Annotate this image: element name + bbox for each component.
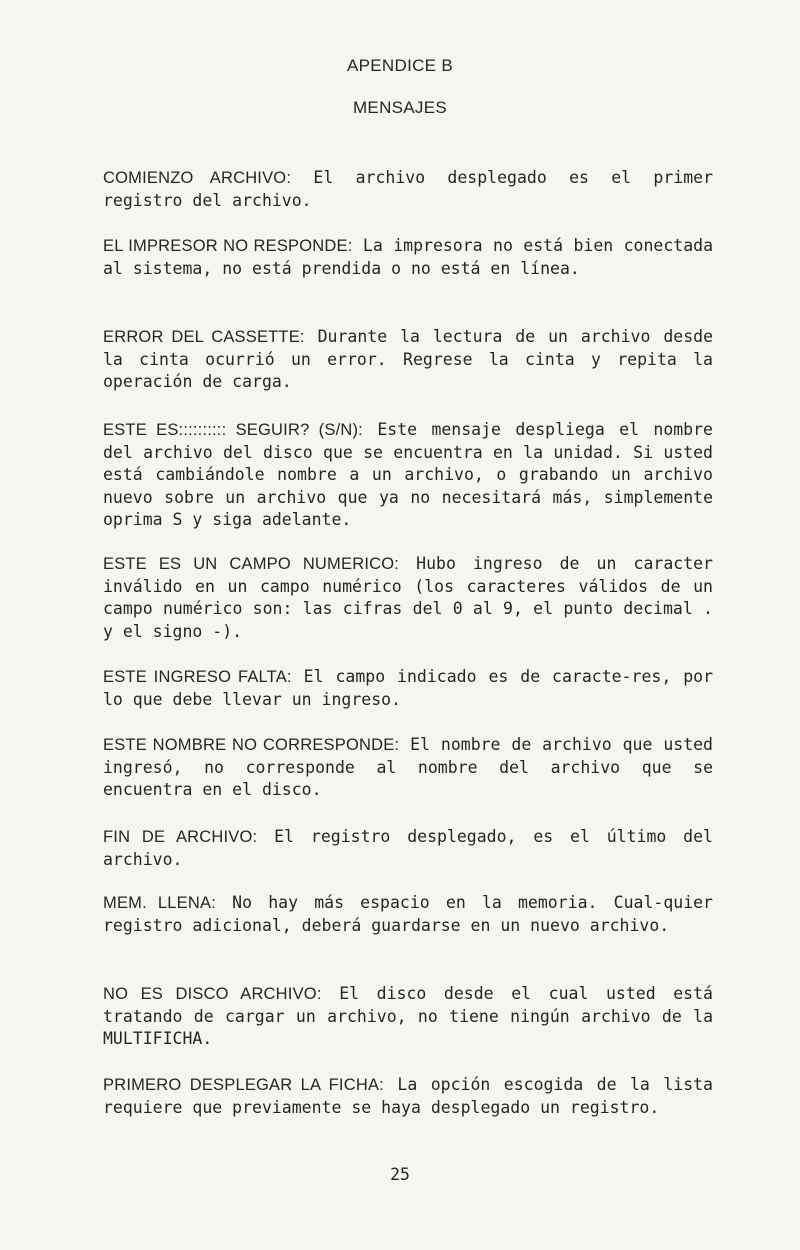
- message-entry-primero-desplegar: [103, 1074, 713, 1119]
- message-term: NO ES DISCO ARCHIVO:: [103, 985, 322, 1003]
- message-description: Durante la lectura de un archivo desde la cinta ocurrió un error. Regrese la cinta y repita la operación de carga.: [103, 327, 714, 391]
- message-description: El registro desplegado, es el último del archivo.: [103, 827, 713, 869]
- message-description: El campo indicado es de caracte-res, por lo que debe llevar un ingreso.: [103, 667, 713, 709]
- message-description: No hay más espacio en la memoria. Cual-quier registro adicional, deberá guardarse en un nuevo archivo.: [103, 893, 713, 935]
- message-description: Este mensaje despliega el nombre del archivo del disco que se encuentra en la unidad. Si usted está cambiándole nombre a un archivo, o grabando un archivo nuevo sobre un archivo que ya no necesitará más, simplemente oprima S y siga adelante.: [103, 420, 713, 529]
- message-term: ESTE ES:::::::::: SEGUIR? (S/N):: [103, 421, 363, 439]
- message-term: MEM. LLENA:: [103, 894, 216, 912]
- message-term: FIN DE ARCHIVO:: [103, 828, 258, 846]
- message-term: ESTE ES UN CAMPO NUMERICO:: [103, 555, 400, 573]
- message-entry-ingreso-falta: [103, 666, 713, 711]
- message-term: ESTE NOMBRE NO CORRESPONDE:: [103, 736, 400, 754]
- message-term: PRIMERO DESPLEGAR LA FICHA:: [103, 1076, 384, 1094]
- message-entry-fin-archivo: [103, 826, 713, 871]
- message-description: El nombre de archivo que usted ingresó, no corresponde al nombre del archivo que se encuentra en el disco.: [103, 735, 713, 799]
- page-number: 25: [390, 1165, 410, 1184]
- message-description: El disco desde el cual usted está tratando de cargar un archivo, no tiene ningún archivo de la MULTIFICHA.: [103, 984, 713, 1048]
- message-entry-nombre-no-corresponde: [103, 734, 713, 802]
- message-entry-comienzo-archivo: [103, 167, 713, 212]
- message-term: COMIENZO ARCHIVO:: [103, 169, 292, 187]
- message-description: Hubo ingreso de un caracter inválido en un campo numérico (los caracteres válidos de un campo numérico son: las cifras del 0 al 9, el punto decimal . y el signo -).: [103, 554, 713, 641]
- message-entry-mem-llena: [103, 892, 713, 937]
- message-entry-campo-numerico: [103, 553, 713, 643]
- message-entry-error-cassette: [103, 326, 713, 394]
- message-description: La opción escogida de la lista requiere que previamente se haya desplegado un registro.: [103, 1075, 713, 1117]
- message-description: La impresora no está bien conectada al sistema, no está prendida o no está en línea.: [103, 236, 713, 278]
- message-entry-no-es-disco: [103, 983, 713, 1051]
- message-term: EL IMPRESOR NO RESPONDE:: [103, 237, 353, 255]
- message-term: ESTE INGRESO FALTA:: [103, 668, 292, 686]
- appendix-title: APENDICE B: [347, 56, 453, 75]
- message-term: ERROR DEL CASSETTE:: [103, 328, 305, 346]
- message-entry-impresor: [103, 235, 713, 280]
- message-description: El archivo desplegado es el primer registro del archivo.: [103, 168, 714, 210]
- section-title: MENSAJES: [352, 98, 448, 117]
- message-entry-seguir: [103, 419, 713, 532]
